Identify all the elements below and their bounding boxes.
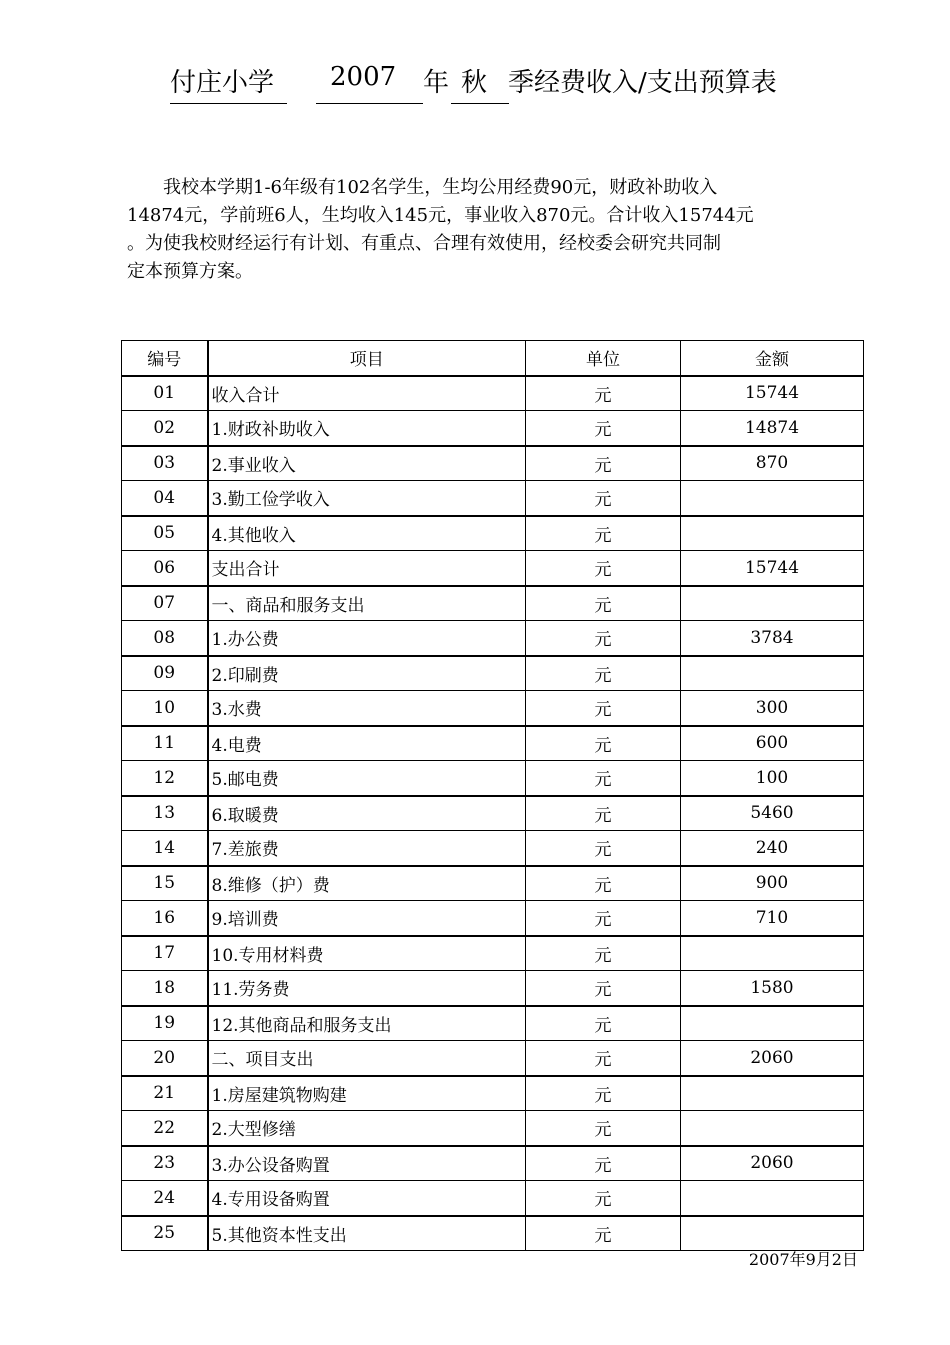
cell-item: 9.培训费: [208, 901, 526, 936]
cell-amount: [681, 481, 864, 516]
cell-unit: 元: [526, 586, 681, 621]
cell-item: 2.大型修缮: [208, 1111, 526, 1146]
budget-table: [121, 340, 864, 1251]
cell-amount: 2060: [681, 1146, 864, 1181]
table-row: [122, 656, 864, 691]
cell-item: 5.邮电费: [208, 761, 526, 796]
cell-amount: 600: [681, 726, 864, 761]
cell-amount: [681, 936, 864, 971]
table-row: [122, 551, 864, 586]
cell-amount: [681, 656, 864, 691]
table-row: [122, 411, 864, 446]
cell-item: 4.专用设备购置: [208, 1181, 526, 1216]
header-amount: 金额: [681, 341, 864, 376]
cell-unit: 元: [526, 1041, 681, 1076]
cell-no: 10: [122, 691, 208, 726]
cell-no: 22: [122, 1111, 208, 1146]
title-year: 2007: [330, 62, 397, 92]
table-row: [122, 586, 864, 621]
title-school: 付庄小学: [170, 68, 275, 98]
cell-item: 8.维修（护）费: [208, 866, 526, 901]
cell-no: 13: [122, 796, 208, 831]
table-row: [122, 796, 864, 831]
cell-unit: 元: [526, 1111, 681, 1146]
underline-school: [170, 103, 287, 104]
cell-amount: 870: [681, 446, 864, 481]
cell-item: 3.勤工俭学收入: [208, 481, 526, 516]
cell-unit: 元: [526, 376, 681, 411]
table-row: [122, 1076, 864, 1111]
cell-unit: 元: [526, 621, 681, 656]
cell-item: 5.其他资本性支出: [208, 1216, 526, 1251]
cell-unit: 元: [526, 1006, 681, 1041]
cell-amount: [681, 516, 864, 551]
cell-no: 02: [122, 411, 208, 446]
cell-no: 16: [122, 901, 208, 936]
cell-amount: 15744: [681, 376, 864, 411]
cell-no: 25: [122, 1216, 208, 1251]
cell-no: 17: [122, 936, 208, 971]
cell-no: 05: [122, 516, 208, 551]
cell-unit: 元: [526, 656, 681, 691]
cell-no: 20: [122, 1041, 208, 1076]
intro-line-4: 定本预算方案。: [127, 261, 253, 282]
cell-no: 09: [122, 656, 208, 691]
table-row: [122, 516, 864, 551]
cell-unit: 元: [526, 691, 681, 726]
cell-amount: 710: [681, 901, 864, 936]
table-row: [122, 446, 864, 481]
cell-no: 04: [122, 481, 208, 516]
cell-amount: [681, 1006, 864, 1041]
cell-item: 收入合计: [208, 376, 526, 411]
cell-no: 03: [122, 446, 208, 481]
cell-no: 01: [122, 376, 208, 411]
cell-unit: 元: [526, 446, 681, 481]
cell-no: 14: [122, 831, 208, 866]
cell-no: 19: [122, 1006, 208, 1041]
cell-amount: 240: [681, 831, 864, 866]
cell-amount: [681, 1216, 864, 1251]
cell-unit: 元: [526, 831, 681, 866]
cell-item: 10.专用材料费: [208, 936, 526, 971]
table-row: [122, 1181, 864, 1216]
cell-no: 21: [122, 1076, 208, 1111]
cell-amount: [681, 1181, 864, 1216]
cell-unit: 元: [526, 866, 681, 901]
cell-no: 18: [122, 971, 208, 1006]
cell-no: 12: [122, 761, 208, 796]
cell-item: 二、项目支出: [208, 1041, 526, 1076]
cell-no: 08: [122, 621, 208, 656]
cell-amount: [681, 1111, 864, 1146]
cell-item: 7.差旅费: [208, 831, 526, 866]
cell-no: 11: [122, 726, 208, 761]
underline-season: [451, 103, 509, 104]
table-row: [122, 971, 864, 1006]
table-row: [122, 481, 864, 516]
title-text: 季经费收入/支出预算表: [508, 68, 777, 98]
cell-amount: [681, 1076, 864, 1111]
cell-item: 1.财政补助收入: [208, 411, 526, 446]
cell-unit: 元: [526, 551, 681, 586]
cell-item: 3.办公设备购置: [208, 1146, 526, 1181]
cell-unit: 元: [526, 1076, 681, 1111]
cell-item: 11.劳务费: [208, 971, 526, 1006]
cell-amount: 3784: [681, 621, 864, 656]
cell-unit: 元: [526, 1181, 681, 1216]
header-item: 项目: [208, 341, 526, 376]
header-no: 编号: [122, 341, 208, 376]
cell-item: 支出合计: [208, 551, 526, 586]
cell-item: 6.取暖费: [208, 796, 526, 831]
cell-item: 一、商品和服务支出: [208, 586, 526, 621]
cell-amount: 300: [681, 691, 864, 726]
cell-item: 1.办公费: [208, 621, 526, 656]
cell-unit: 元: [526, 971, 681, 1006]
cell-item: 12.其他商品和服务支出: [208, 1006, 526, 1041]
table-row: [122, 866, 864, 901]
cell-no: 23: [122, 1146, 208, 1181]
cell-amount: [681, 586, 864, 621]
cell-unit: 元: [526, 761, 681, 796]
table-row: [122, 1041, 864, 1076]
title-season: 秋: [461, 68, 488, 98]
cell-item: 4.其他收入: [208, 516, 526, 551]
cell-unit: 元: [526, 936, 681, 971]
table-row: [122, 376, 864, 411]
underline-year: [316, 103, 423, 104]
cell-item: 3.水费: [208, 691, 526, 726]
cell-no: 06: [122, 551, 208, 586]
cell-amount: 5460: [681, 796, 864, 831]
table-row: [122, 936, 864, 971]
cell-no: 15: [122, 866, 208, 901]
cell-amount: 14874: [681, 411, 864, 446]
cell-amount: 1580: [681, 971, 864, 1006]
table-row: [122, 726, 864, 761]
table-row: [122, 621, 864, 656]
cell-unit: 元: [526, 901, 681, 936]
table-row: [122, 761, 864, 796]
cell-unit: 元: [526, 726, 681, 761]
table-row: [122, 1006, 864, 1041]
document-date: 2007年9月2日: [748, 1250, 858, 1269]
table-row: [122, 831, 864, 866]
intro-line-2: 14874元，学前班6人，生均收入145元，事业收入870元。合计收入15744元: [127, 205, 754, 226]
table-row: [122, 901, 864, 936]
cell-unit: 元: [526, 411, 681, 446]
cell-item: 2.事业收入: [208, 446, 526, 481]
table-row: [122, 1216, 864, 1251]
cell-item: 4.电费: [208, 726, 526, 761]
intro-line-1: 我校本学期1-6年级有102名学生，生均公用经费90元，财政补助收入: [163, 177, 718, 198]
cell-unit: 元: [526, 796, 681, 831]
cell-amount: 900: [681, 866, 864, 901]
cell-unit: 元: [526, 516, 681, 551]
cell-no: 07: [122, 586, 208, 621]
table-row: [122, 1111, 864, 1146]
table-row: [122, 1146, 864, 1181]
table-row: [122, 691, 864, 726]
cell-unit: 元: [526, 481, 681, 516]
cell-item: 1.房屋建筑物购建: [208, 1076, 526, 1111]
header-unit: 单位: [526, 341, 681, 376]
intro-line-3: 。为使我校财经运行有计划、有重点、合理有效使用，经校委会研究共同制: [127, 233, 721, 254]
table-header-row: [122, 341, 864, 376]
title-year-suffix: 年: [423, 68, 450, 98]
cell-unit: 元: [526, 1146, 681, 1181]
cell-amount: 15744: [681, 551, 864, 586]
cell-amount: 2060: [681, 1041, 864, 1076]
cell-unit: 元: [526, 1216, 681, 1251]
intro-paragraph: [127, 174, 872, 286]
cell-no: 24: [122, 1181, 208, 1216]
cell-amount: 100: [681, 761, 864, 796]
cell-item: 2.印刷费: [208, 656, 526, 691]
